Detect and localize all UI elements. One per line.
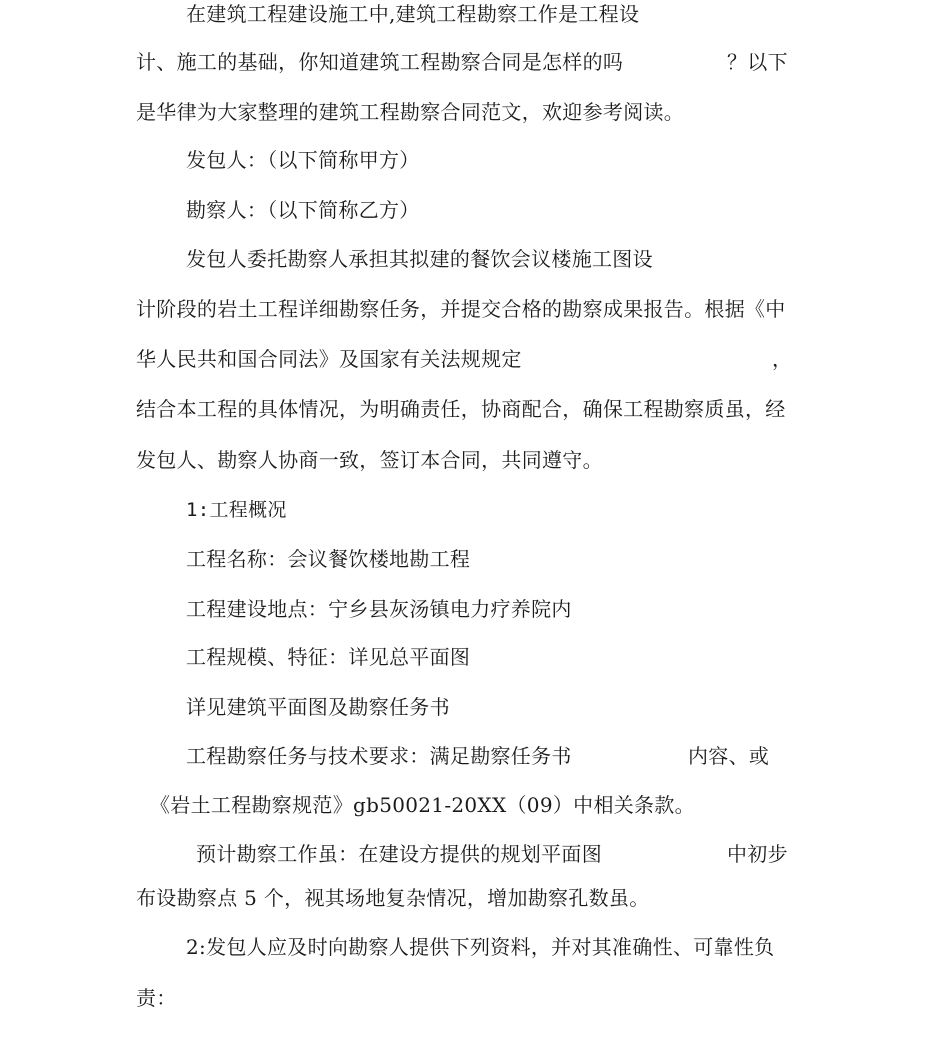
survey-points-line: 布设勘察点 5 个，视其场地复杂情况，增加勘察孔数虽。 [136,886,650,910]
text-line-3: 是华律为大家整理的建筑工程勘察合同范文，欢迎参考阅读。 [136,100,685,124]
plan-reference-line: 详见建筑平面图及勘察任务书 [186,695,450,719]
text-line-8-end: ， [772,347,793,371]
party-a-line: 发包人：（以下简称甲方） [186,148,420,172]
text-line-8: 华人民共和国合同法》及国家有关法规规定 [136,347,522,371]
text-line-10: 发包人、勘察人协商一致，签订本合同，共同遵守。 [136,448,603,472]
project-name-line: 工程名称：会议餐饮楼地勘工程 [186,547,471,571]
section-2-line-end: 责： [136,986,177,1010]
section-2-line: 2:发包人应及时向勘察人提供下列资料，并对其准确性、可靠性负 [186,935,775,959]
section-1-heading: 1:工程概况 [186,499,287,521]
project-location-line: 工程建设地点：宁乡县灰汤镇电力疗养院内 [186,597,572,621]
code-reference-line: 《岩土工程勘察规范》gb50021-20XX（09）中相关条款。 [150,793,695,817]
text-line-2-end: ？以下 [727,50,788,74]
text-line-7: 计阶段的岩土工程详细勘察任务，并提交合格的勘察成果报告。根据《中 [136,297,786,321]
task-requirement-end: 内容、或 [688,744,770,768]
text-line-6: 发包人委托勘察人承担其拟建的餐饮会议楼施工图设 [186,247,653,271]
text-line-1: 在建筑工程建设施工中,建筑工程勘察工作是工程设 [186,2,640,26]
text-line-2: 计、施工的基础，你知道建筑工程勘察合同是怎样的吗 [136,50,624,74]
workload-line: 预计勘察工作虽：在建设方提供的规划平面图 [196,842,602,866]
task-requirement-line: 工程勘察任务与技术要求：满足勘察任务书 [186,744,572,768]
workload-line-end: 中初步 [727,842,788,866]
party-b-line: 勘察人：（以下简称乙方） [186,198,420,222]
text-line-9: 结合本工程的具体情况，为明确责任，协商配合，确保工程勘察质虽，经 [136,397,786,421]
project-scale-line: 工程规模、特征：详见总平面图 [186,645,471,669]
